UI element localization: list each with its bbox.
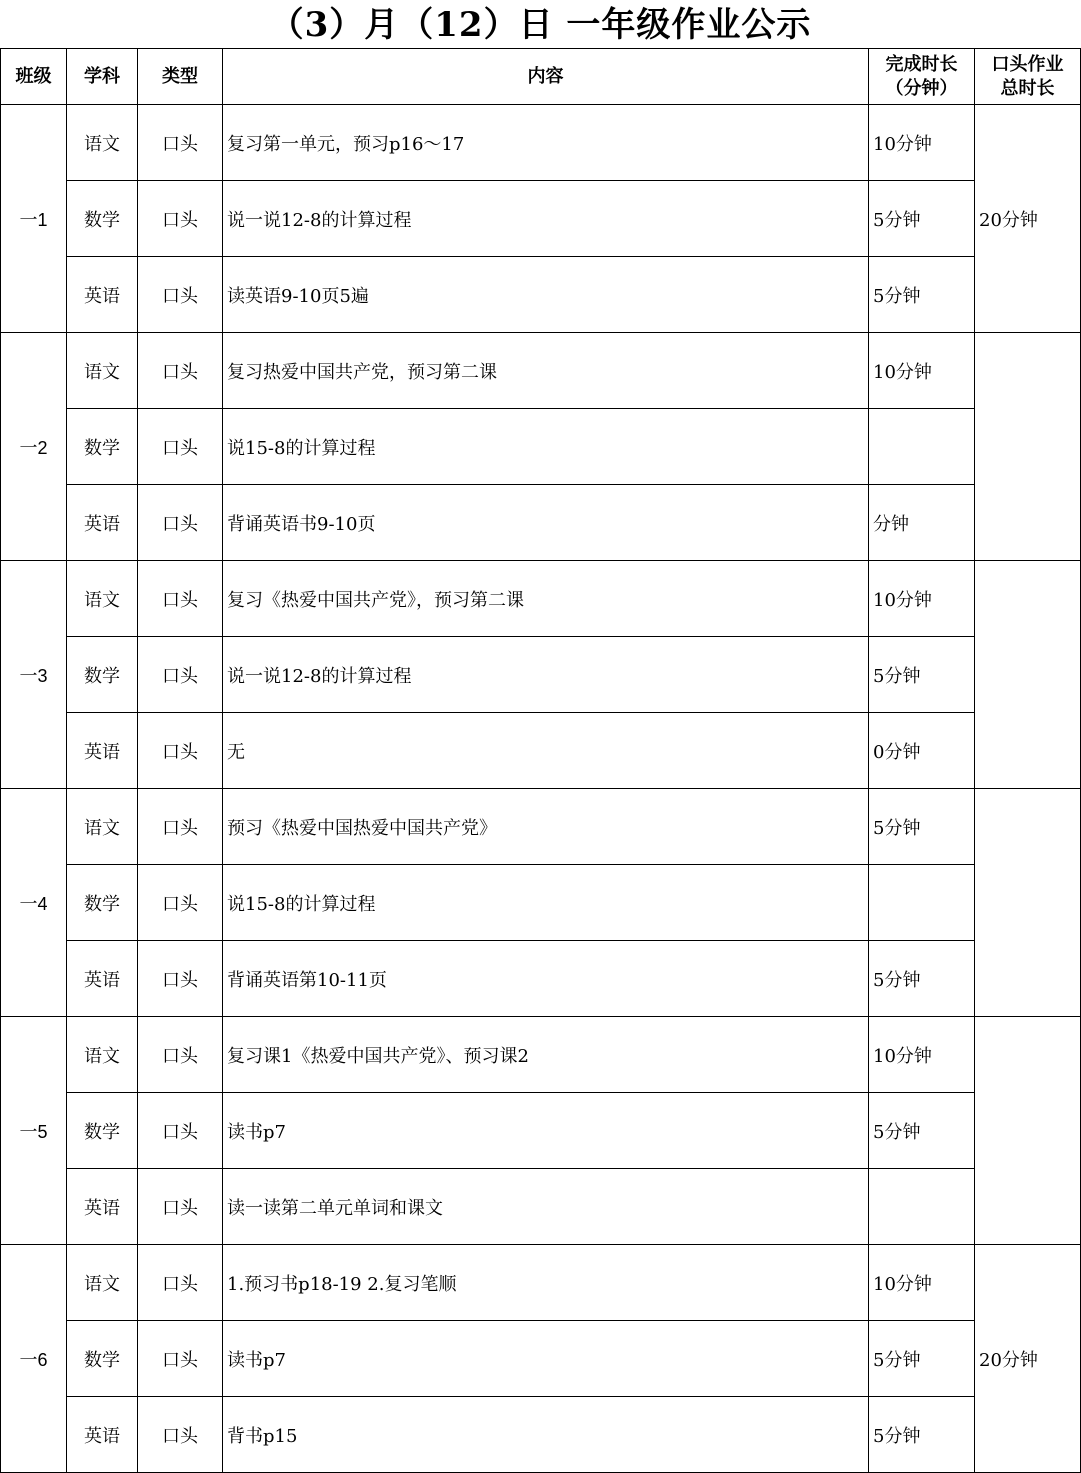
duration-cell: 0分钟 [869, 713, 975, 789]
class-cell: 一6 [1, 1245, 67, 1473]
subject-cell: 英语 [67, 485, 138, 561]
subject-cell: 数学 [67, 409, 138, 485]
table-row [1, 1321, 1081, 1397]
homework-table [0, 48, 1081, 1473]
duration-cell: 10分钟 [869, 105, 975, 181]
class-cell: 一3 [1, 561, 67, 789]
table-row [1, 181, 1081, 257]
duration-cell: 5分钟 [869, 637, 975, 713]
duration-cell: 5分钟 [869, 941, 975, 1017]
duration-cell: 10分钟 [869, 1245, 975, 1321]
content-cell: 说15-8的计算过程 [223, 865, 869, 941]
header-subject: 学科 [67, 49, 138, 105]
total-duration-cell [975, 561, 1081, 789]
type-cell: 口头 [138, 637, 223, 713]
type-cell: 口头 [138, 1169, 223, 1245]
type-cell: 口头 [138, 485, 223, 561]
subject-cell: 数学 [67, 637, 138, 713]
header-row [1, 49, 1081, 105]
content-cell: 读书p7 [223, 1321, 869, 1397]
duration-cell: 分钟 [869, 485, 975, 561]
type-cell: 口头 [138, 181, 223, 257]
header-duration-line2: （分钟） [885, 77, 958, 99]
duration-cell [869, 409, 975, 485]
subject-cell: 数学 [67, 1321, 138, 1397]
duration-cell: 5分钟 [869, 181, 975, 257]
subject-cell: 语文 [67, 561, 138, 637]
duration-cell: 10分钟 [869, 561, 975, 637]
subject-cell: 数学 [67, 181, 138, 257]
table-row [1, 1397, 1081, 1473]
subject-cell: 语文 [67, 1245, 138, 1321]
table-row [1, 409, 1081, 485]
duration-cell: 5分钟 [869, 1093, 975, 1169]
subject-cell: 英语 [67, 941, 138, 1017]
header-class: 班级 [1, 49, 67, 105]
duration-cell: 5分钟 [869, 1397, 975, 1473]
type-cell: 口头 [138, 409, 223, 485]
total-duration-cell: 20分钟 [975, 1245, 1081, 1473]
table-row [1, 333, 1081, 409]
total-duration-cell [975, 1017, 1081, 1245]
subject-cell: 英语 [67, 1169, 138, 1245]
total-duration-cell: 20分钟 [975, 105, 1081, 333]
content-cell: 背书p15 [223, 1397, 869, 1473]
duration-cell: 10分钟 [869, 1017, 975, 1093]
duration-cell: 5分钟 [869, 257, 975, 333]
header-total-line2: 总时长 [1000, 77, 1055, 99]
type-cell: 口头 [138, 713, 223, 789]
table-row [1, 1017, 1081, 1093]
class-cell: 一1 [1, 105, 67, 333]
subject-cell: 数学 [67, 1093, 138, 1169]
content-cell: 复习热爱中国共产党，预习第二课 [223, 333, 869, 409]
content-cell: 背诵英语书9-10页 [223, 485, 869, 561]
content-cell: 复习课1《热爱中国共产党》、预习课2 [223, 1017, 869, 1093]
type-cell: 口头 [138, 1397, 223, 1473]
duration-cell [869, 865, 975, 941]
subject-cell: 语文 [67, 1017, 138, 1093]
class-cell: 一4 [1, 789, 67, 1017]
content-cell: 读英语9-10页5遍 [223, 257, 869, 333]
subject-cell: 语文 [67, 333, 138, 409]
table-row [1, 1093, 1081, 1169]
table-body [1, 105, 1081, 1473]
table-row [1, 257, 1081, 333]
subject-cell: 语文 [67, 105, 138, 181]
table-row [1, 637, 1081, 713]
content-cell: 1.预习书p18-19 2.复习笔顺 [223, 1245, 869, 1321]
subject-cell: 语文 [67, 789, 138, 865]
type-cell: 口头 [138, 561, 223, 637]
content-cell: 复习《热爱中国共产党》，预习第二课 [223, 561, 869, 637]
header-total-line1: 口头作业 [991, 53, 1064, 75]
table-row [1, 1169, 1081, 1245]
content-cell: 预习《热爱中国热爱中国共产党》 [223, 789, 869, 865]
table-row [1, 1245, 1081, 1321]
type-cell: 口头 [138, 105, 223, 181]
table-row [1, 865, 1081, 941]
table-row [1, 941, 1081, 1017]
total-duration-cell [975, 333, 1081, 561]
subject-cell: 英语 [67, 713, 138, 789]
table-row [1, 105, 1081, 181]
table-row [1, 485, 1081, 561]
duration-cell: 5分钟 [869, 789, 975, 865]
header-duration-line1: 完成时长 [885, 53, 958, 75]
class-cell: 一5 [1, 1017, 67, 1245]
duration-cell [869, 1169, 975, 1245]
content-cell: 读一读第二单元单词和课文 [223, 1169, 869, 1245]
type-cell: 口头 [138, 333, 223, 409]
header-duration [869, 49, 975, 105]
page-title: （3）月（12）日 一年级作业公示 [269, 5, 812, 45]
content-cell: 说一说12-8的计算过程 [223, 181, 869, 257]
duration-cell: 5分钟 [869, 1321, 975, 1397]
header-content: 内容 [223, 49, 869, 105]
content-cell: 无 [223, 713, 869, 789]
type-cell: 口头 [138, 865, 223, 941]
content-cell: 读书p7 [223, 1093, 869, 1169]
duration-cell: 10分钟 [869, 333, 975, 409]
subject-cell: 英语 [67, 257, 138, 333]
type-cell: 口头 [138, 941, 223, 1017]
type-cell: 口头 [138, 1321, 223, 1397]
type-cell: 口头 [138, 257, 223, 333]
content-cell: 背诵英语第10-11页 [223, 941, 869, 1017]
header-type: 类型 [138, 49, 223, 105]
header-total [975, 49, 1081, 105]
type-cell: 口头 [138, 1245, 223, 1321]
class-cell: 一2 [1, 333, 67, 561]
table-row [1, 561, 1081, 637]
content-cell: 复习第一单元，预习p16～17 [223, 105, 869, 181]
content-cell: 说一说12-8的计算过程 [223, 637, 869, 713]
total-duration-cell [975, 789, 1081, 1017]
subject-cell: 数学 [67, 865, 138, 941]
table-row [1, 713, 1081, 789]
table-row [1, 789, 1081, 865]
type-cell: 口头 [138, 1017, 223, 1093]
content-cell: 说15-8的计算过程 [223, 409, 869, 485]
type-cell: 口头 [138, 1093, 223, 1169]
type-cell: 口头 [138, 789, 223, 865]
subject-cell: 英语 [67, 1397, 138, 1473]
